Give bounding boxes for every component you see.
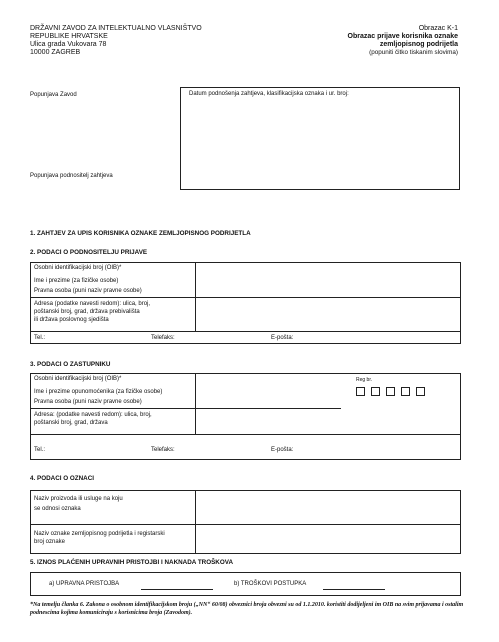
email-label[interactable]: E-pošta:: [271, 447, 294, 453]
office-box-label: Datum podnošenja zahtjeva, klasifikacijska oznaka i ur. broj:: [189, 91, 349, 97]
row-divider: [31, 331, 460, 332]
office-header: [30, 25, 202, 57]
applicant-id-field[interactable]: [197, 264, 459, 296]
designation-table: [30, 490, 461, 554]
representative-name-label: Ime i prezime opunomoćenika (za fizičke osobe): [34, 389, 163, 395]
address-label: [34, 412, 152, 428]
org-line: Ulica grada Vukovara 78: [30, 41, 107, 49]
row-divider: [31, 408, 341, 409]
oib-label: Osobni identifikacijski broj (OIB)*: [34, 376, 122, 382]
column-divider: [195, 491, 196, 553]
address-line: Adresa (podatke navesti redom): ulica, broj,: [34, 301, 151, 307]
product-label: [34, 496, 123, 514]
admin-fee-text: a) UPRAVNA PRISTOJBA: [49, 581, 120, 587]
org-line: 10000 ZAGREB: [30, 49, 81, 57]
form-title: Obrazac prijave korisnika oznake: [347, 33, 458, 41]
admin-fee-label: [49, 581, 119, 589]
section-5-title: 5. IZNOS PLAĆENIH UPRAVNIH PRISTOJBI I NAKNADA TROŠKOVA: [30, 559, 234, 566]
oib-label: Osobni identifikacijski broj (OIB)*: [34, 265, 122, 271]
applicant-address-field[interactable]: [197, 298, 459, 330]
section-2-title: 2. PODACI O PODNOSITELJU PRIJAVE: [30, 249, 148, 256]
address-line: Adresa: (podatke navesti redom): ulica, broj,: [34, 412, 152, 418]
fax-label[interactable]: Telefaks:: [151, 447, 175, 453]
designation-name-label: [34, 531, 165, 547]
phone-label[interactable]: Tel.:: [34, 447, 46, 453]
reg-number-box[interactable]: [356, 387, 365, 396]
product-label-line: Naziv proizvoda ili usluge na koju: [34, 496, 123, 502]
section-1-title: 1. ZAHTJEV ZA UPIS KORISNIKA OZNAKE ZEMLJOPISNOG PODRIJETLA: [30, 230, 251, 237]
reg-number-box[interactable]: [401, 387, 410, 396]
reg-number-box[interactable]: [416, 387, 425, 396]
costs-label: [234, 581, 306, 589]
form-note: (popuniti čitko tiskanim slovima): [369, 49, 458, 57]
fax-label[interactable]: Telefaks:: [151, 335, 175, 341]
form-header: [348, 25, 459, 56]
section-4-title: 4. PODACI O OZNACI: [30, 475, 95, 482]
representative-table: [30, 373, 461, 460]
designation-label-line: Naziv oznake zemljopisnog podrijetla i registarski: [34, 531, 165, 537]
name-label: Ime i prezime (za fizičke osobe): [34, 278, 119, 284]
footnote: *Na temelju članka 6. Zakona o osobnom identifikacijskom broju („NN“ 60/08) obveznici broja obvezni su od 1.1.2010. koristiti dodijeljeni im OIB na svim prijavama i ostalim podnescima kojima komuniciraju s korisnicima broja (Zavodom).: [30, 602, 464, 617]
legal-entity-label: Pravna osoba (puni naziv pravne osobe): [34, 399, 142, 405]
product-field[interactable]: [197, 492, 459, 523]
address-line: poštanski broj, grad, država: [34, 419, 108, 426]
address-line: ili država poslovnog sjedišta: [34, 316, 109, 323]
section-3-title: 3. PODACI O ZASTUPNIKU: [30, 361, 111, 368]
email-label[interactable]: E-pošta:: [271, 335, 294, 341]
office-box[interactable]: [180, 87, 460, 190]
org-line: DRŽAVNI ZAVOD ZA INTELEKTUALNO VLASNIŠTVO: [30, 25, 202, 32]
phone-label[interactable]: Tel.:: [34, 335, 46, 341]
form-code: Obrazac K-1: [418, 25, 458, 32]
costs-field[interactable]: [323, 582, 385, 590]
address-line: poštanski broj, grad, država prebivališta: [34, 308, 140, 315]
reg-number-box[interactable]: [371, 387, 380, 396]
fees-table: [30, 572, 461, 596]
reg-number-label: Reg br.: [356, 377, 373, 383]
office-label: Popunjava Zavod: [30, 92, 77, 98]
applicant-label: Popunjava podnositelj zahtjeva: [30, 173, 113, 179]
designation-label-line: broj oznake: [34, 538, 66, 545]
designation-field[interactable]: [197, 525, 459, 553]
reg-number-box[interactable]: [386, 387, 395, 396]
column-divider: [195, 374, 196, 434]
product-label-line: se odnosi oznaka: [34, 505, 81, 512]
costs-text: b) TROŠKOVI POSTUPKA: [234, 581, 307, 587]
admin-fee-field[interactable]: [141, 582, 213, 590]
legal-entity-label: Pravna osoba (puni naziv pravne osobe): [34, 288, 142, 294]
form-title: zemljopisnog podrijetla: [379, 41, 458, 49]
org-line: REPUBLIKE HRVATSKE: [30, 33, 108, 41]
applicant-table: [30, 262, 461, 344]
row-divider: [31, 434, 460, 435]
address-label: [34, 301, 150, 324]
